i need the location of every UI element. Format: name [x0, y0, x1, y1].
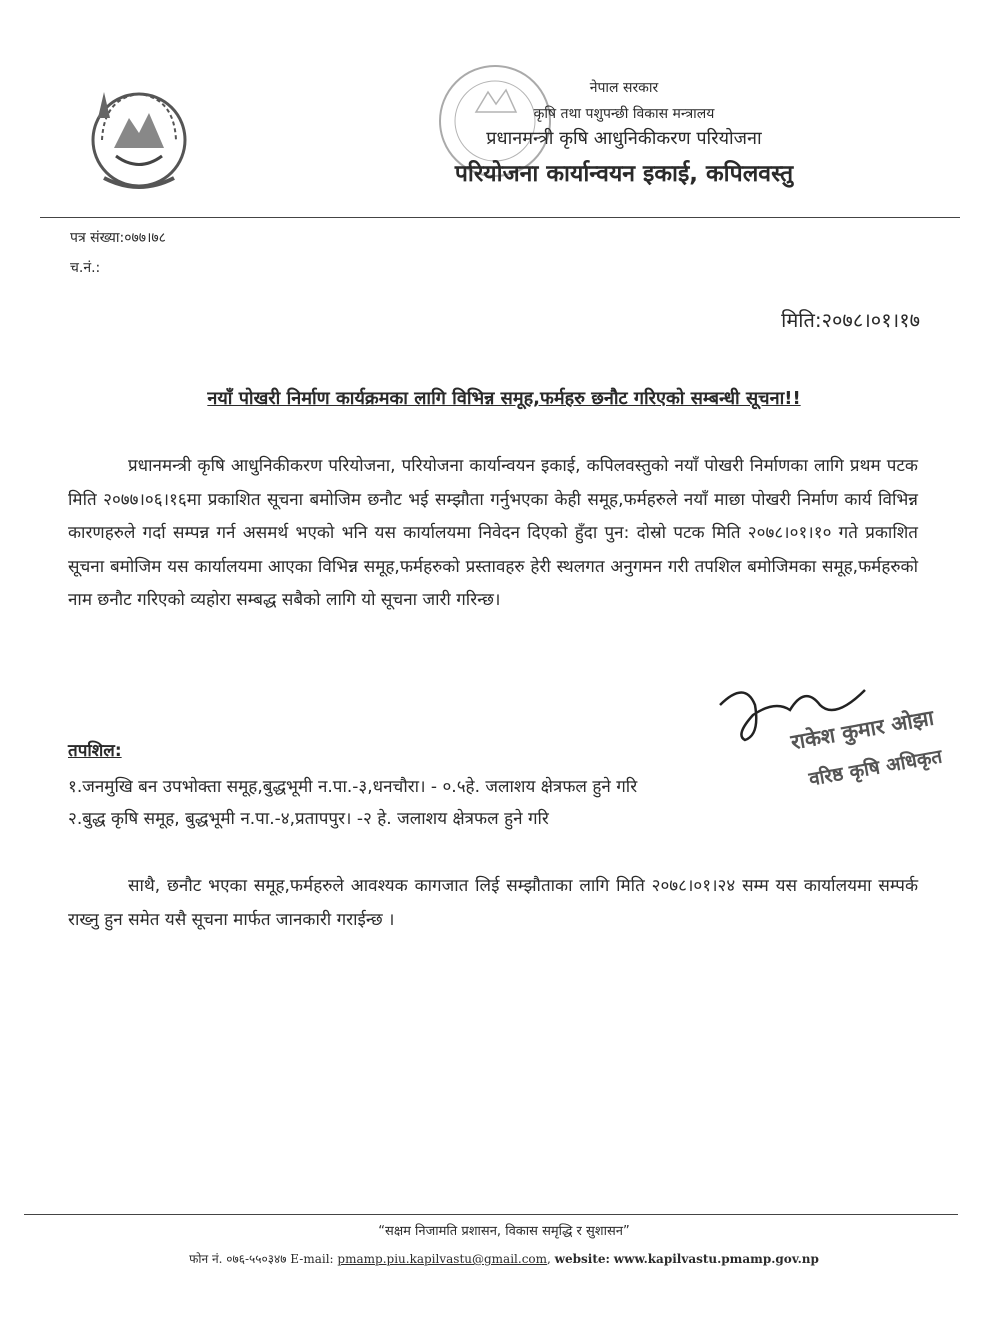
header-government: नेपाल सरकार — [589, 80, 659, 96]
footer-motto: “सक्षम निजामति प्रशासन, विकास समृद्धि र सुशासन” — [378, 1224, 630, 1239]
stamp-officer-name: राकेश कुमार ओझा — [789, 705, 936, 755]
header-office: परियोजना कार्यान्वयन इकाई, कपिलवस्तु — [454, 161, 794, 187]
dispatch-number: च.नं.: — [70, 260, 101, 276]
letter-date: मिति:२०७८।०१।१७ — [781, 308, 920, 332]
detail-item-2: २.बुद्ध कृषि समूह, बुद्धभूमी न.पा.-४,प्रतापपुर। -२ हे. जलाशय क्षेत्रफल हुने गरि — [68, 809, 549, 829]
notice-subject: नयाँ पोखरी निर्माण कार्यक्रमका लागि विभिन्न समूह,फर्महरु छनौट गरिएको सम्बन्धी सूचना!! — [207, 388, 801, 409]
detail-item-1: १.जनमुखि बन उपभोक्ता समूह,बुद्धभूमी न.पा.-३,धनचौरा। - ०.५हे. जलाशय क्षेत्रफल हुने गरि — [68, 777, 638, 797]
details-heading: तपशिल: — [68, 741, 122, 761]
footer-contact: फोन नं. ०७६-५५०३४७ E-mail: pmamp.piu.kapilvastu@gmail.com, website: www.kapilvastu.pmamp.gov.np — [189, 1252, 819, 1266]
footer-website-link[interactable]: www.kapilvastu.pmamp.gov.np — [613, 1252, 819, 1266]
letter-number: पत्र संख्या:०७७।७८ — [70, 230, 166, 246]
body-paragraph-1: प्रधानमन्त्री कृषि आधुनिकीकरण परियोजना, परियोजना कार्यान्वयन इकाई, कपिलवस्तुको नयाँ पोखरी निर्माणका लागि प्रथम पटक मिति २०७७।०६।१६मा प्रकाशित सूचना बमोजिम छनौट भई सम्झौता गर्नुभएका केही समूह,फर्महरुले नयाँ माछा पोखरी निर्माण कार्य विभिन्न कारणहरुले गर्दा सम्पन्न गर्न असमर्थ भएको भनि यस कार्यालयमा निवेदन दिएको हुँदा पुन: दोस्रो पटक मिति २०७८।०१।१० गते प्रकाशित सूचना बमोजिम यस कार्यालयमा आएका विभिन्न समूह,फर्महरुको प्रस्तावहरु हेरी स्थलगत अनुगमन गरी तपशिल बमोजिमका समूह,फर्महरुको नाम छनौट गरिएको व्यहोरा सम्बद्ध सबैको लागि यो सूचना जारी गरिन्छ। — [68, 456, 918, 610]
header-ministry: कृषि तथा पशुपन्छी विकास मन्त्रालय — [533, 106, 715, 122]
footer-phone: फोन नं. ०७६-५५०३४७ — [189, 1252, 287, 1266]
footer-website-label: website: — [554, 1252, 610, 1266]
body-paragraph-2: साथै, छनौट भएका समूह,फर्महरुले आवश्यक कागजात लिई सम्झौताका लागि मिति २०७८।०१।२४ सम्म यस कार्यालयमा सम्पर्क राख्नु हुन समेत यसै सूचना मार्फत जानकारी गराईन्छ । — [68, 876, 918, 930]
footer-email-link[interactable]: pmamp.piu.kapilvastu@gmail.com — [337, 1252, 548, 1266]
stamp-officer-title: वरिष्ठ कृषि अधिकृत — [807, 745, 944, 791]
footer-email-label: E-mail: — [290, 1252, 334, 1266]
footer-divider — [24, 1214, 958, 1215]
header-divider — [40, 217, 960, 218]
header-project: प्रधानमन्त्री कृषि आधुनिकीकरण परियोजना — [486, 128, 762, 149]
